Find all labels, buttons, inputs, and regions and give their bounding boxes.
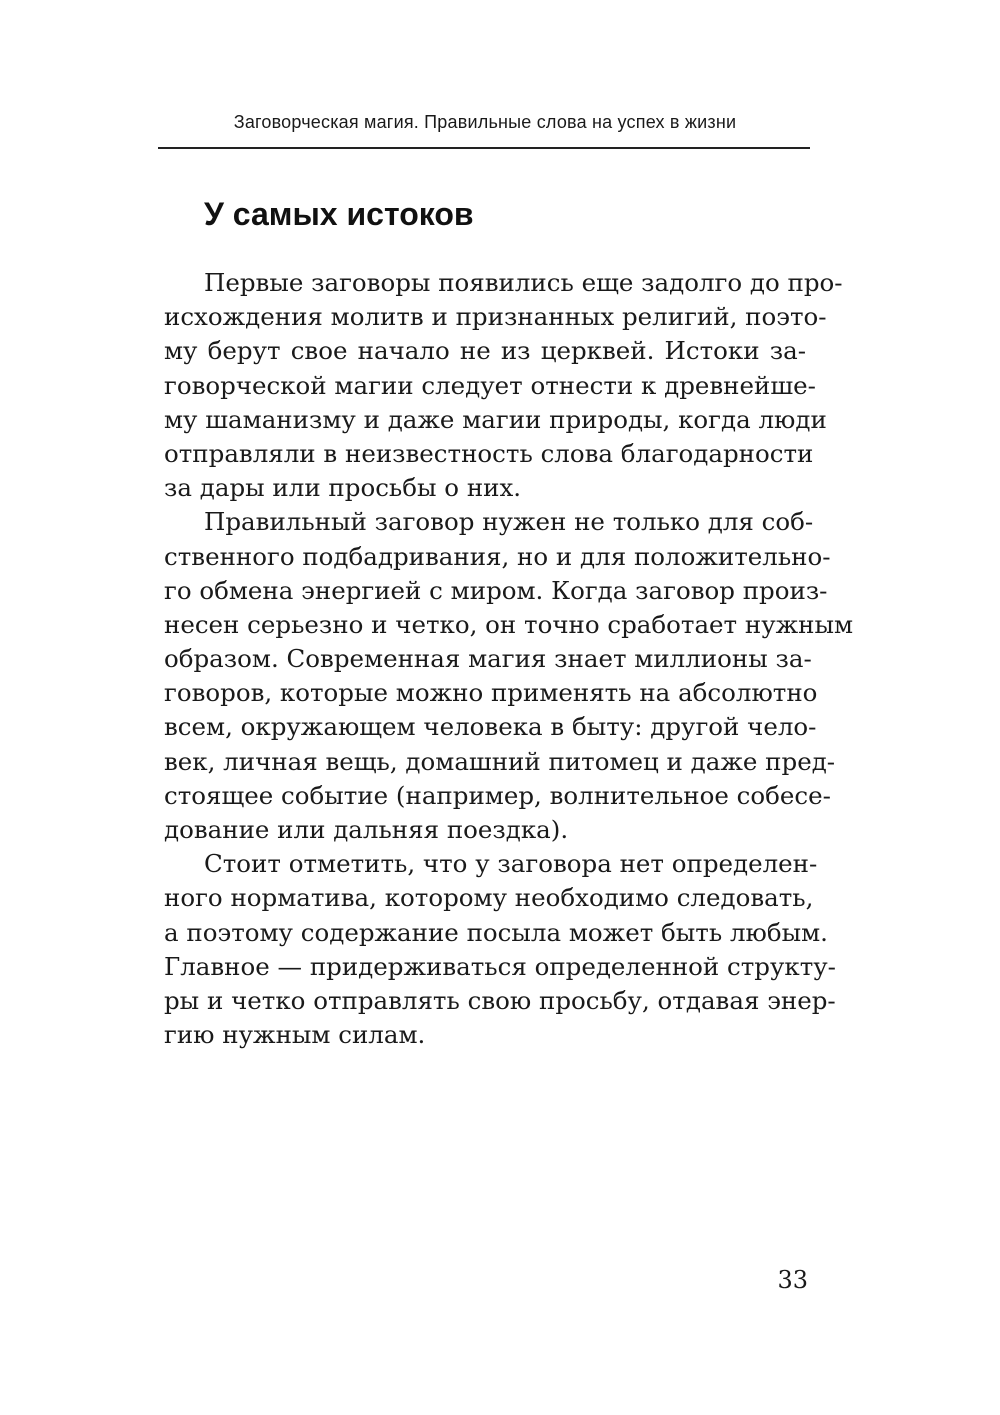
paragraph-3-line: ры и четко отправлять свою просьбу, отдавая энер- <box>164 985 836 1015</box>
paragraph-1-line: Первые заговоры появились еще задолго до про- <box>204 268 843 297</box>
paragraph-1-line: говорческой магии следует отнести к древнейше- <box>164 370 816 400</box>
paragraph-1-line: за дары или просьбы о них. <box>164 473 522 503</box>
paragraph-2-line: век, личная вещь, домашний питомец и даже пред- <box>164 746 836 776</box>
page-number: 33 <box>777 1266 808 1294</box>
paragraph-2-line: дование или дальняя поездка). <box>164 815 569 844</box>
body-text <box>164 266 854 1052</box>
paragraph-2-line: несен серьезно и четко, он точно сработает нужным <box>164 609 854 639</box>
paragraph-3-line: ного норматива, которому необходимо следовать, <box>164 883 814 913</box>
paragraph-1-line: отправляли в неизвестность слова благодарности <box>164 438 814 468</box>
paragraph-3-line: Главное — придерживаться определенной структу- <box>164 951 836 981</box>
paragraph-1-line: исхождения молитв и признанных религий, поэто- <box>164 302 827 332</box>
header-divider <box>158 147 810 149</box>
paragraph-3-line: Стоит отметить, что у заговора нет определен- <box>204 849 818 879</box>
paragraph-2-line: Правильный заговор нужен не только для соб- <box>204 507 814 537</box>
paragraph-3-line: а поэтому содержание посыла может быть любым. <box>164 917 828 947</box>
paragraph-2-line: говоров, которые можно применять на абсолютно <box>164 678 818 708</box>
paragraph-1-line: му шаманизму и даже магии природы, когда люди <box>164 404 827 434</box>
paragraph-2-line: образом. Современная магия знает миллионы за- <box>164 644 812 674</box>
paragraph-2-line: ственного подбадривания, но и для положительно- <box>164 541 831 571</box>
chapter-title: У самых истоков <box>204 196 474 232</box>
running-header: Заговорческая магия. Правильные слова на успех в жизни <box>233 112 737 132</box>
paragraph-2-line: стоящее событие (например, волнительное собесе- <box>164 780 831 810</box>
paragraph-1-line: му берут свое начало не из церквей. Истоки за- <box>164 336 806 366</box>
paragraph-3-line: гию нужным силам. <box>164 1020 426 1050</box>
paragraph-2-line: го обмена энергией с миром. Когда заговор произ- <box>164 575 828 605</box>
paragraph-2-line: всем, окружающем человека в быту: другой чело- <box>164 712 817 742</box>
